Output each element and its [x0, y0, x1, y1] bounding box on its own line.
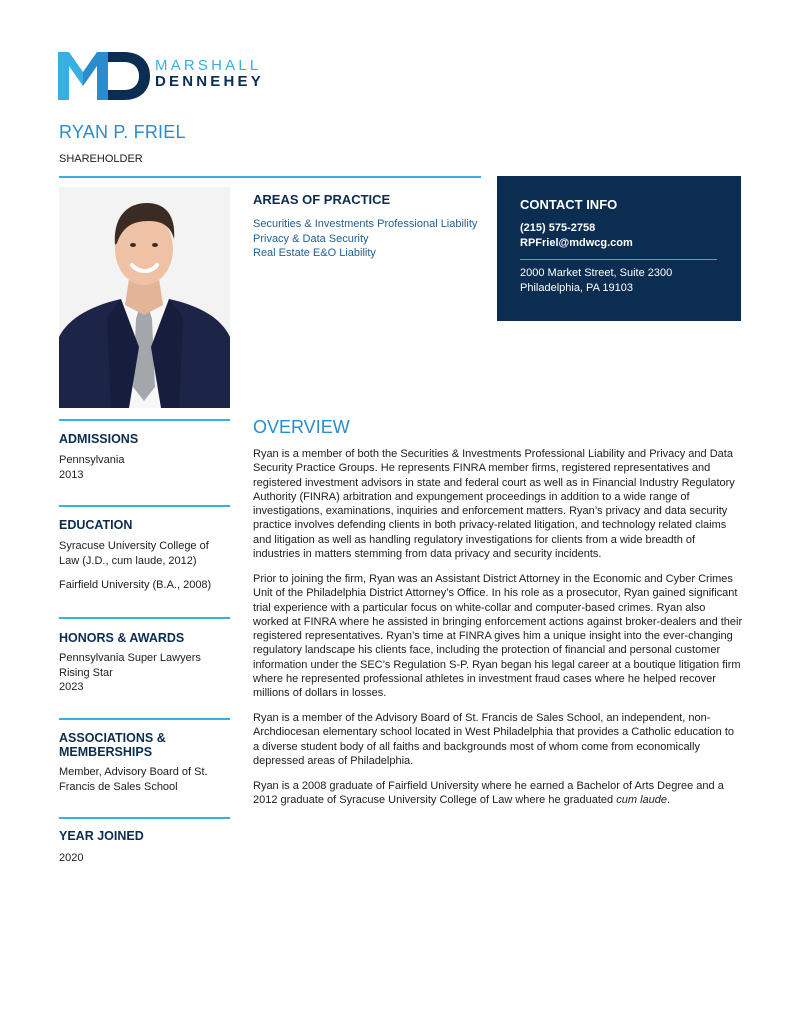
admissions-heading: ADMISSIONS [59, 432, 139, 446]
associations-heading-line1: ASSOCIATIONS & [59, 731, 166, 745]
year-joined-divider [59, 817, 230, 819]
overview-p4-italic: cum laude [616, 794, 667, 807]
honors-divider [59, 617, 230, 619]
honors-heading: HONORS & AWARDS [59, 631, 185, 645]
associations-text: Member, Advisory Board of St. Francis de Sales School [59, 766, 208, 793]
associations-heading [59, 731, 166, 759]
education-divider [59, 505, 230, 507]
education-heading: EDUCATION [59, 518, 133, 532]
contact-info-box [497, 176, 741, 321]
admissions-year: 2013 [59, 468, 84, 481]
attorney-name: RYAN P. FRIEL [59, 122, 186, 142]
logo-line-marshall: MARSHALL [155, 57, 262, 74]
attorney-photo [59, 187, 230, 408]
overview-heading: OVERVIEW [253, 417, 350, 437]
contact-address-line2: Philadelphia, PA 19103 [520, 282, 633, 294]
associations-divider [59, 718, 230, 720]
year-joined-heading: YEAR JOINED [59, 829, 144, 843]
contact-phone[interactable]: (215) 575-2758 [520, 222, 596, 234]
practice-area-link[interactable]: Privacy & Data Security [253, 232, 369, 245]
honors-award-level: Rising Star [59, 666, 113, 679]
admissions-state: Pennsylvania [59, 454, 125, 466]
md-logo-mark-icon [58, 52, 150, 100]
admissions-text [59, 453, 230, 482]
associations-heading-line2: MEMBERSHIPS [59, 745, 153, 759]
overview-p4-end: . [667, 794, 671, 807]
education-item: Syracuse University College of Law (J.D., cum laude, 2012) [59, 540, 209, 567]
year-joined-value: 2020 [59, 852, 84, 864]
overview-paragraph [253, 779, 743, 808]
contact-info-heading: CONTACT INFO [520, 197, 618, 212]
areas-of-practice-heading: AREAS OF PRACTICE [253, 192, 391, 207]
areas-of-practice-list [253, 217, 477, 261]
practice-area-link[interactable]: Securities & Investments Professional Liability [253, 218, 478, 230]
overview-paragraph: Prior to joining the firm, Ryan was an Assistant District Attorney in the Economic and Cyber Crimes Unit of the Philadelphia District Attorney’s Office. In his role as a prosecutor, Ryan gained significant trial experience with a particular focus on white-collar and computer-based crimes. Ryan also worked at FINRA where he assisted in bringing enforcement actions against broker-dealers and their registered representatives. Ryan’s time at FINRA gives him a unique insight into the ever-changing regulatory landscape his clients face, including the protection of financial and personal customer information under the SEC’s Regulation S-P. Ryan began his legal career at a boutique litigation firm where he represented professional athletes in investment fraud cases where he helped recover millions of dollars in losses. [253, 573, 743, 700]
education-item: Fairfield University (B.A., 2008) [59, 579, 212, 591]
overview-paragraph: Ryan is a member of the Advisory Board of St. Francis de Sales School, an independent, non-Archdiocesan elementary school located in West Philadelphia that provides a Catholic education to a diverse student body of all faiths and backgrounds most of whom come from economically depressed areas of Philadelphia. [253, 712, 735, 767]
contact-address-line1: 2000 Market Street, Suite 2300 [520, 267, 673, 279]
contact-divider [520, 259, 717, 260]
header-divider [59, 176, 481, 178]
admissions-divider [59, 419, 230, 421]
logo-line-dennehey: DENNEHEY [155, 73, 264, 90]
practice-area-link[interactable]: Real Estate E&O Liability [253, 247, 376, 259]
overview-paragraph: Ryan is a member of both the Securities & Investments Professional Liability and Privacy and Data Security Practice Groups. He represents FINRA member firms, registered representatives and registered investment advisors in state and federal court as well as in Financial Industry Regulatory Authority (FINRA) arbitration and expungement proceedings in addition to a wide range of investigations, examinations, inquiries and enforcement matters. Ryan’s privacy and data security practice involves defending clients in both privacy-related litigation, and technology related claims and litigation as well as handling regulatory investigations for clients from a wide breadth of industries in matters stemming from data privacy and security incidents. [253, 448, 735, 561]
contact-email[interactable]: RPFriel@mdwcg.com [520, 237, 633, 249]
attorney-title: SHAREHOLDER [59, 153, 143, 165]
overview-p4-text: Ryan is a 2008 graduate of Fairfield University where he earned a Bachelor of Arts Degree and a 2012 graduate of Syracuse University College of Law where he graduated [253, 780, 724, 807]
firm-logo[interactable] [58, 52, 278, 100]
logo-wordmark [155, 58, 264, 90]
honors-year: 2023 [59, 681, 84, 693]
honors-award: Pennsylvania Super Lawyers [59, 652, 201, 664]
honors-text [59, 651, 230, 695]
